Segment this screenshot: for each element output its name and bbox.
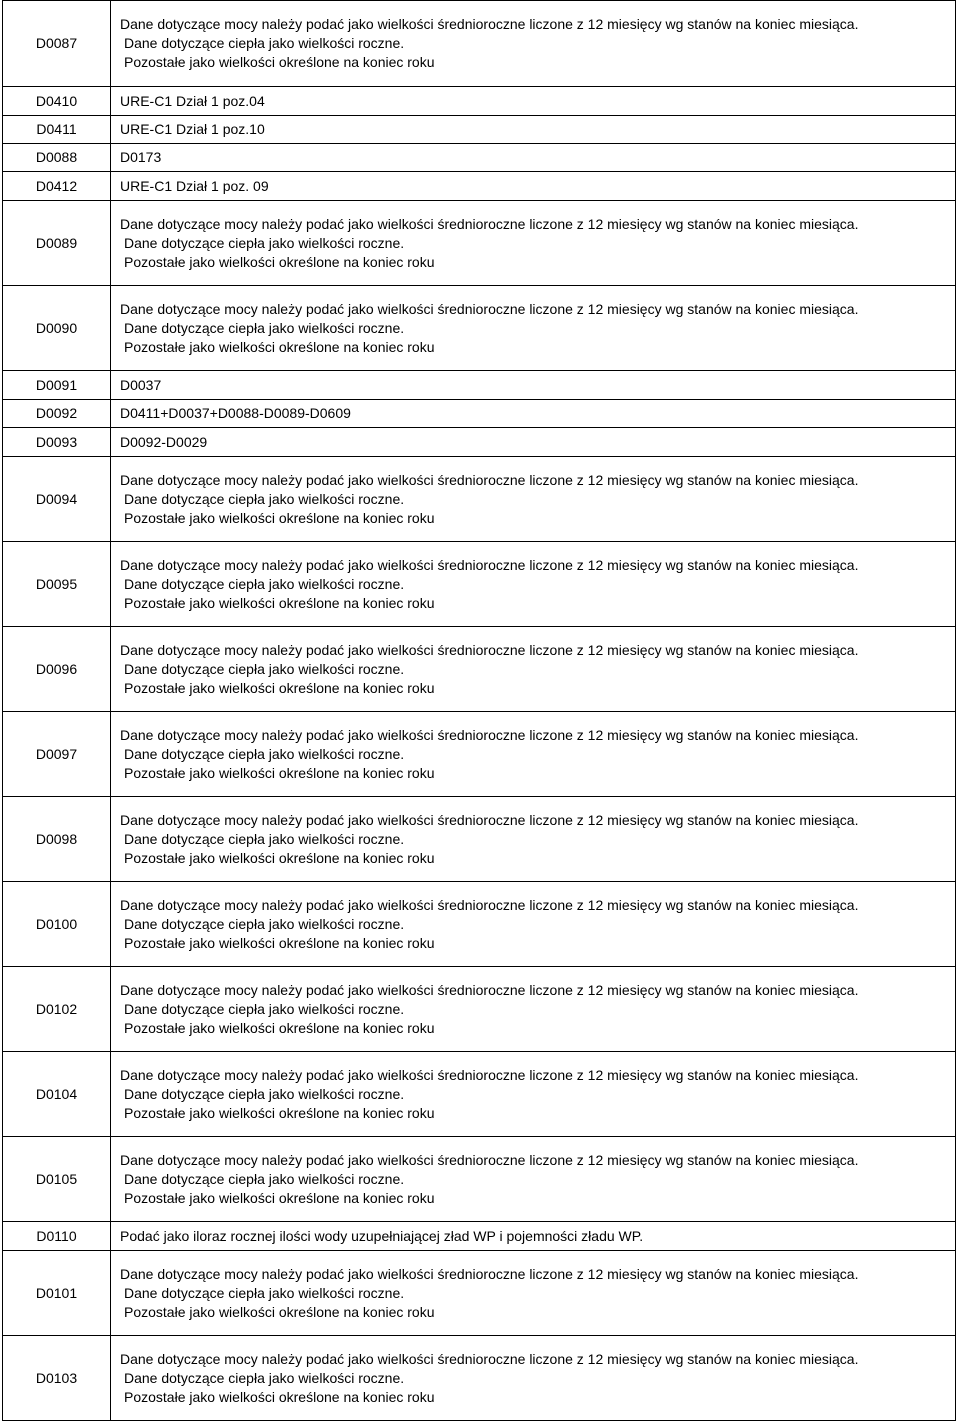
row-code: D0090 — [3, 286, 111, 371]
description-line-other: Pozostałe jako wielkości określone na koniec roku — [124, 338, 435, 355]
table-row — [3, 116, 956, 144]
description-line-other: Pozostałe jako wielkości określone na koniec roku — [124, 1104, 435, 1121]
table-row — [3, 882, 956, 967]
row-description — [111, 457, 956, 542]
description-line-power: Dane dotyczące mocy należy podać jako wielkości średnioroczne liczone z 12 miesięcy wg stanów na koniec miesiąca. — [120, 300, 859, 317]
description-line-other: Pozostałe jako wielkości określone na koniec roku — [124, 54, 435, 70]
description-line-heat: Dane dotyczące ciepła jako wielkości roczne. — [124, 745, 405, 762]
table-row — [3, 1137, 956, 1222]
description-line-other: Pozostałe jako wielkości określone na koniec roku — [124, 253, 435, 270]
description-line-heat: Dane dotyczące ciepła jako wielkości roczne. — [124, 915, 405, 932]
row-code: D0093 — [3, 428, 111, 457]
description-line-other: Pozostałe jako wielkości określone na koniec roku — [124, 1019, 435, 1036]
row-code: D0411 — [3, 116, 111, 144]
description-line-heat: Dane dotyczące ciepła jako wielkości roczne. — [124, 490, 405, 507]
description-line-heat: Dane dotyczące ciepła jako wielkości roczne. — [124, 1170, 405, 1187]
description-line-power: Dane dotyczące mocy należy podać jako wielkości średnioroczne liczone z 12 miesięcy wg stanów na koniec miesiąca. — [120, 471, 859, 488]
description-line-power: Dane dotyczące mocy należy podać jako wielkości średnioroczne liczone z 12 miesięcy wg stanów na koniec miesiąca. — [120, 896, 859, 913]
description-line-heat: Dane dotyczące ciepła jako wielkości roczne. — [124, 234, 405, 251]
description-line-other: Pozostałe jako wielkości określone na koniec roku — [124, 509, 435, 526]
table-row — [3, 457, 956, 542]
description-line-other: Pozostałe jako wielkości określone na koniec roku — [124, 934, 435, 951]
row-code: D0410 — [3, 87, 111, 116]
description-line-power: Dane dotyczące mocy należy podać jako wielkości średnioroczne liczone z 12 miesięcy wg stanów na koniec miesiąca. — [120, 1151, 859, 1168]
row-description — [111, 627, 956, 712]
table-row — [3, 1336, 956, 1421]
row-description — [111, 1, 956, 87]
row-code: D0091 — [3, 371, 111, 400]
description-line-heat: Dane dotyczące ciepła jako wielkości roczne. — [124, 1085, 405, 1102]
description-line-heat: Dane dotyczące ciepła jako wielkości roczne. — [124, 35, 405, 51]
description-line-other: Pozostałe jako wielkości określone na koniec roku — [124, 1303, 435, 1320]
row-description: URE-C1 Dział 1 poz.10 — [111, 116, 956, 144]
row-description — [111, 882, 956, 967]
table-row — [3, 1251, 956, 1336]
description-line-other: Pozostałe jako wielkości określone na koniec roku — [124, 1189, 435, 1206]
row-code: D0096 — [3, 627, 111, 712]
row-code: D0110 — [3, 1222, 111, 1251]
description-line-power: Dane dotyczące mocy należy podać jako wielkości średnioroczne liczone z 12 miesięcy wg stanów na koniec miesiąca. — [120, 981, 859, 998]
description-line-power: Dane dotyczące mocy należy podać jako wielkości średnioroczne liczone z 12 miesięcy wg stanów na koniec miesiąca. — [120, 641, 859, 658]
table-row — [3, 172, 956, 201]
row-description — [111, 712, 956, 797]
description-line-power: Dane dotyczące mocy należy podać jako wielkości średnioroczne liczone z 12 miesięcy wg stanów na koniec miesiąca. — [120, 1350, 859, 1367]
row-description — [111, 967, 956, 1052]
description-line-power: Dane dotyczące mocy należy podać jako wielkości średnioroczne liczone z 12 miesięcy wg stanów na koniec miesiąca. — [120, 1066, 859, 1083]
description-line-power: Dane dotyczące mocy należy podać jako wielkości średnioroczne liczone z 12 miesięcy wg stanów na koniec miesiąca. — [120, 556, 859, 573]
description-line-power: Dane dotyczące mocy należy podać jako wielkości średnioroczne liczone z 12 miesięcy wg stanów na koniec miesiąca. — [120, 1265, 859, 1282]
table-row — [3, 87, 956, 116]
description-line-heat: Dane dotyczące ciepła jako wielkości roczne. — [124, 575, 405, 592]
description-line-power: Dane dotyczące mocy należy podać jako wielkości średnioroczne liczone z 12 miesięcy wg stanów na koniec miesiąca. — [120, 811, 859, 828]
row-code: D0092 — [3, 400, 111, 428]
row-description — [111, 201, 956, 286]
row-description — [111, 1251, 956, 1336]
definitions-table-body — [3, 1, 956, 1421]
definitions-table — [2, 0, 956, 1421]
table-row — [3, 201, 956, 286]
description-line-heat: Dane dotyczące ciepła jako wielkości roczne. — [124, 319, 405, 336]
row-description — [111, 1336, 956, 1421]
description-line-power: Dane dotyczące mocy należy podać jako wielkości średnioroczne liczone z 12 miesięcy wg stanów na koniec miesiąca. — [120, 215, 859, 232]
description-line-heat: Dane dotyczące ciepła jako wielkości roczne. — [124, 660, 405, 677]
row-code: D0088 — [3, 144, 111, 172]
description-line-other: Pozostałe jako wielkości określone na koniec roku — [124, 764, 435, 781]
row-description — [111, 797, 956, 882]
row-description: D0092-D0029 — [111, 428, 956, 457]
table-row — [3, 400, 956, 428]
table-row — [3, 428, 956, 457]
row-description: D0037 — [111, 371, 956, 400]
row-description: URE-C1 Dział 1 poz.04 — [111, 87, 956, 116]
row-description: D0173 — [111, 144, 956, 172]
row-code: D0412 — [3, 172, 111, 201]
description-line-power: Dane dotyczące mocy należy podać jako wielkości średnioroczne liczone z 12 miesięcy wg stanów na koniec miesiąca. — [120, 726, 859, 743]
description-line-other: Pozostałe jako wielkości określone na koniec roku — [124, 679, 435, 696]
row-code: D0089 — [3, 201, 111, 286]
row-code: D0104 — [3, 1052, 111, 1137]
row-description — [111, 1052, 956, 1137]
row-code: D0094 — [3, 457, 111, 542]
row-code: D0102 — [3, 967, 111, 1052]
table-row — [3, 712, 956, 797]
row-code: D0103 — [3, 1336, 111, 1421]
table-row — [3, 1222, 956, 1251]
table-row — [3, 144, 956, 172]
row-code: D0101 — [3, 1251, 111, 1336]
table-row — [3, 286, 956, 371]
row-code: D0100 — [3, 882, 111, 967]
row-code: D0105 — [3, 1137, 111, 1222]
row-code: D0098 — [3, 797, 111, 882]
description-line-heat: Dane dotyczące ciepła jako wielkości roczne. — [124, 1369, 405, 1386]
row-description — [111, 542, 956, 627]
description-line-other: Pozostałe jako wielkości określone na koniec roku — [124, 594, 435, 611]
description-line-power: Dane dotyczące mocy należy podać jako wielkości średnioroczne liczone z 12 miesięcy wg stanów na koniec miesiąca. — [120, 16, 859, 32]
table-row — [3, 371, 956, 400]
description-line-heat: Dane dotyczące ciepła jako wielkości roczne. — [124, 1284, 405, 1301]
table-row — [3, 627, 956, 712]
description-line-heat: Dane dotyczące ciepła jako wielkości roczne. — [124, 830, 405, 847]
row-code: D0087 — [3, 1, 111, 87]
row-description: Podać jako iloraz rocznej ilości wody uzupełniającej zład WP i pojemności zładu WP. — [111, 1222, 956, 1251]
row-description: URE-C1 Dział 1 poz. 09 — [111, 172, 956, 201]
description-line-other: Pozostałe jako wielkości określone na koniec roku — [124, 849, 435, 866]
table-row — [3, 1052, 956, 1137]
table-row — [3, 967, 956, 1052]
row-description — [111, 286, 956, 371]
description-line-other: Pozostałe jako wielkości określone na koniec roku — [124, 1388, 435, 1405]
row-description — [111, 1137, 956, 1222]
row-description: D0411+D0037+D0088-D0089-D0609 — [111, 400, 956, 428]
table-row — [3, 1, 956, 87]
table-row — [3, 797, 956, 882]
description-line-heat: Dane dotyczące ciepła jako wielkości roczne. — [124, 1000, 405, 1017]
row-code: D0095 — [3, 542, 111, 627]
table-row — [3, 542, 956, 627]
row-code: D0097 — [3, 712, 111, 797]
